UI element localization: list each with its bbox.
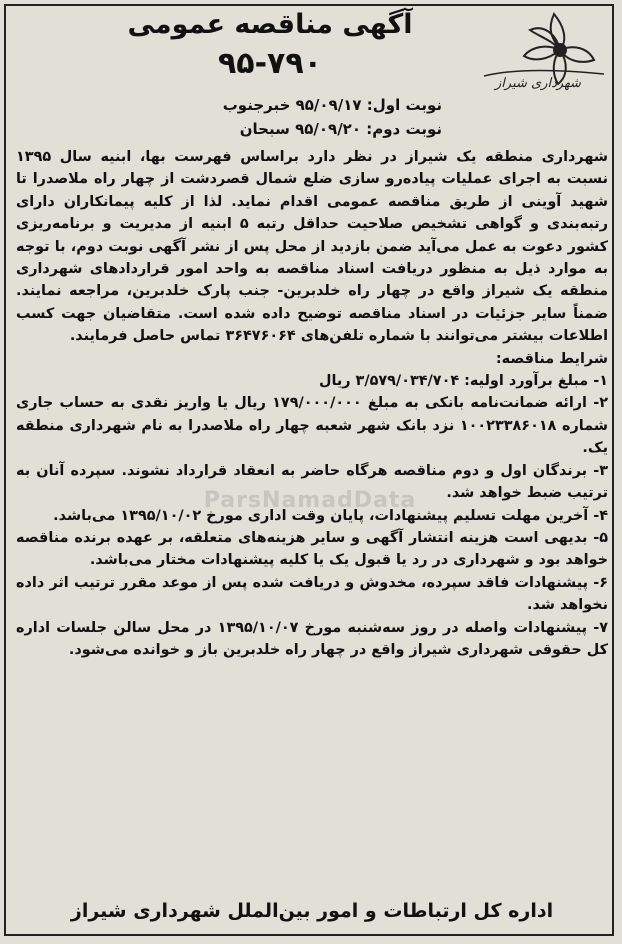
first-publication: نوبت اول: ۹۵/۰۹/۱۷ خبرجنوب bbox=[222, 96, 442, 114]
condition-item: ۶- پیشنهادات فاقد سپرده، مخدوش و دریافت شده پس از موعد مقرر ترتیب اثر داده نخواهد شد. bbox=[16, 574, 608, 614]
notice-title: آگهی مناقصه عمومی bbox=[127, 9, 413, 40]
condition-item: ۴- آخرین مهلت تسلیم پیشنهادات، پایان وقت اداری مورخ ۱۳۹۵/۱۰/۰۲ می‌باشد. bbox=[53, 507, 608, 524]
condition-item: ۵- بدیهی است هزینه انتشار آگهی و سایر هزینه‌های متعلقه، بر عهده برنده مناقصه خواهد بود و شهرداری در رد یا قبول یک یا کلیه پیشنهادات مختار می‌باشد. bbox=[16, 529, 608, 569]
second-publication: نوبت دوم: ۹۵/۰۹/۲۰ سبحان bbox=[239, 120, 442, 138]
watermark: ParsNamadData bbox=[203, 488, 417, 513]
conditions-title: شرایط مناقصه: bbox=[495, 350, 608, 367]
issuer-footer: اداره کل ارتباطات و امور بین‌الملل شهرداری شیراز bbox=[70, 900, 554, 922]
logo-caption: شهرداری شیراز bbox=[495, 76, 581, 91]
intro-paragraph: شهرداری منطقه یک شیراز در نظر دارد براساس فهرست بها، ابنیه سال ۱۳۹۵ نسبت به اجرای عملیات پیاده‌رو سازی ضلع شمال قصردشت از چهار راه ملاصدرا تا شهید آوینی از طریق مناقصه عمومی اقدام نماید. لذا از کلیه پیمانکاران دارای رتبه‌بندی و گواهی تشخیص صلاحیت حداقل رتبه ۵ ابنیه از مدیریت و برنامه‌ریزی کشور دعوت به عمل می‌آید ضمن بازدید از محل پس از نشر آگهی نوبت دوم، با توجه به موارد ذیل به منظور دریافت اسناد مناقصه به واحد امور قراردادهای شهرداری منطقه یک شیراز واقع در چهار راه خلدبرین- جنب پارک خلدبرین، مراجعه نمایند. ضمناً سایر جزئیات در اسناد مناقصه توضیح داده شده است. متقاضیان جهت کسب اطلاعات بیشتر می‌توانند با شماره تلفن‌های ۳۶۴۷۶۰۶۴ تماس حاصل فرمایند. bbox=[16, 149, 608, 345]
condition-item: ۷- پیشنهادات واصله در روز سه‌شنبه مورخ ۱۳۹۵/۱۰/۰۷ در محل سالن جلسات اداره کل حقوقی شهرداری شیراز واقع در چهار راه خلدبرین باز و خوانده می‌شود. bbox=[16, 619, 609, 658]
condition-item: ۲- ارائه ضمانت‌نامه بانکی به مبلغ ۱۷۹/۰۰۰/۰۰۰ ریال یا واریز نقدی به حساب جاری شماره ۱۰۰۲۳۳۸۶۰۱۸ نزد بانک شهر شعبه چهار راه ملاصدرا به نام شهرداری منطقه یک. bbox=[16, 395, 608, 457]
condition-item: ۳- برندگان اول و دوم مناقصه هرگاه حاضر به انعقاد قرارداد نشوند. سپرده آنان به ترتیب ضبط خواهد شد. bbox=[16, 462, 608, 502]
notice-number: ۹۵-۷۹۰ bbox=[217, 46, 322, 81]
condition-item: ۱- مبلغ برآورد اولیه: ۳/۵۷۹/۰۳۴/۷۰۴ ریال bbox=[318, 373, 608, 390]
notice-body bbox=[16, 146, 608, 661]
